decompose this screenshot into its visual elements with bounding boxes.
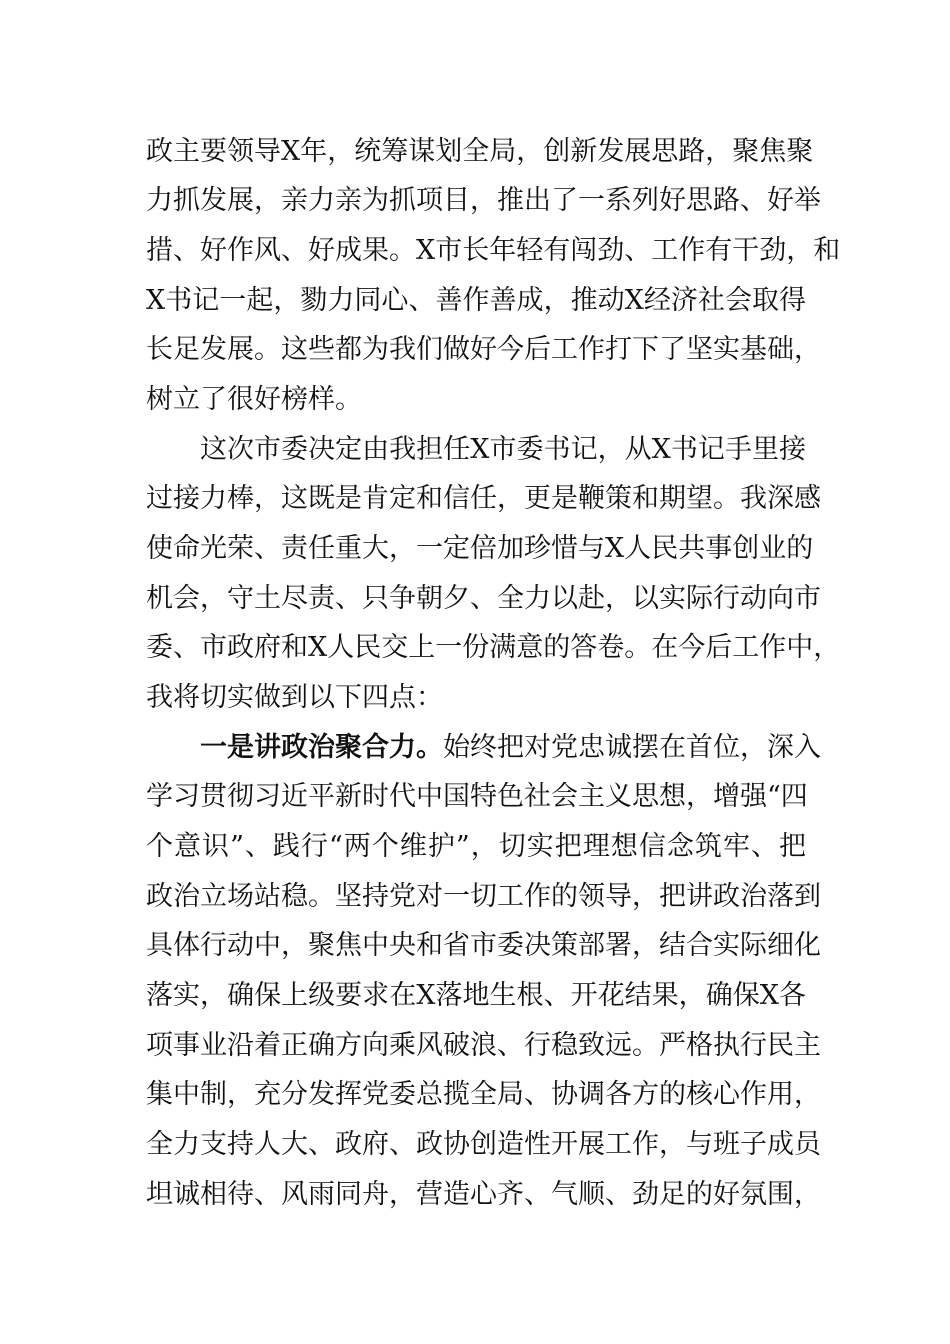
paragraph-3-line-4: 政治立场站稳。坚持党对一切工作的领导，把讲政治落到 xyxy=(146,881,821,912)
paragraph-3-line-9: 全力支持人大、政府、政协创造性开展工作，与班子成员 xyxy=(146,1129,821,1160)
paragraph-2-line-3: 使命光荣、责任重大，一定倍加珍惜与X人民共事创业的 xyxy=(146,533,814,564)
paragraph-2-line-6: 我将切实做到以下四点： xyxy=(146,682,443,713)
paragraph-3-line-10: 坦诚相待、风雨同舟，营造心齐、气顺、劲足的好氛围， xyxy=(146,1179,821,1210)
paragraph-2-line-2: 过接力棒，这既是肯定和信任，更是鞭策和期望。我深感 xyxy=(146,483,821,514)
paragraph-3-line-1-rest: 始终把对党忠诚摆在首位，深入 xyxy=(443,732,821,763)
paragraph-3-line-2: 学习贯彻习近平新时代中国特色社会主义思想，增强“四 xyxy=(146,781,808,812)
section-lead-heading: 一是讲政治聚合力。 xyxy=(200,732,443,763)
paragraph-1-line-3: 措、好作风、好成果。X市长年轻有闯劲、工作有干劲，和 xyxy=(146,235,841,266)
paragraph-3-line-5: 具体行动中，聚焦中央和省市委决策部署，结合实际细化 xyxy=(146,930,821,961)
paragraph-1-line-6: 树立了很好榜样。 xyxy=(146,384,362,415)
paragraph-2-line-1: 这次市委决定由我担任X市委书记，从X书记手里接 xyxy=(200,434,806,465)
paragraph-1-line-5: 长足发展。这些都为我们做好今后工作打下了坚实基础， xyxy=(146,334,821,365)
paragraph-1-line-2: 力抓发展，亲力亲为抓项目，推出了一系列好思路、好举 xyxy=(146,185,821,216)
paragraph-3-line-3: 个意识”、践行“两个维护”，切实把理想信念筑牢、把 xyxy=(146,831,806,862)
paragraph-3-line-7: 项事业沿着正确方向乘风破浪、行稳致远。严格执行民主 xyxy=(146,1030,821,1061)
paragraph-1-line-4: X书记一起，勠力同心、善作善成，推动X经济社会取得 xyxy=(146,285,806,316)
paragraph-2-line-5: 委、市政府和X人民交上一份满意的答卷。在今后工作中， xyxy=(146,632,841,663)
paragraph-3-line-8: 集中制，充分发挥党委总揽全局、协调各方的核心作用， xyxy=(146,1079,821,1110)
paragraph-3-line-1 xyxy=(200,731,821,765)
paragraph-2-line-4: 机会，守土尽责、只争朝夕、全力以赴，以实际行动向市 xyxy=(146,583,821,614)
paragraph-1-line-1: 政主要领导X年，统筹谋划全局，创新发展思路，聚焦聚 xyxy=(146,136,814,167)
paragraph-3-line-6: 落实，确保上级要求在X落地生根、开花结果，确保X各 xyxy=(146,980,806,1011)
